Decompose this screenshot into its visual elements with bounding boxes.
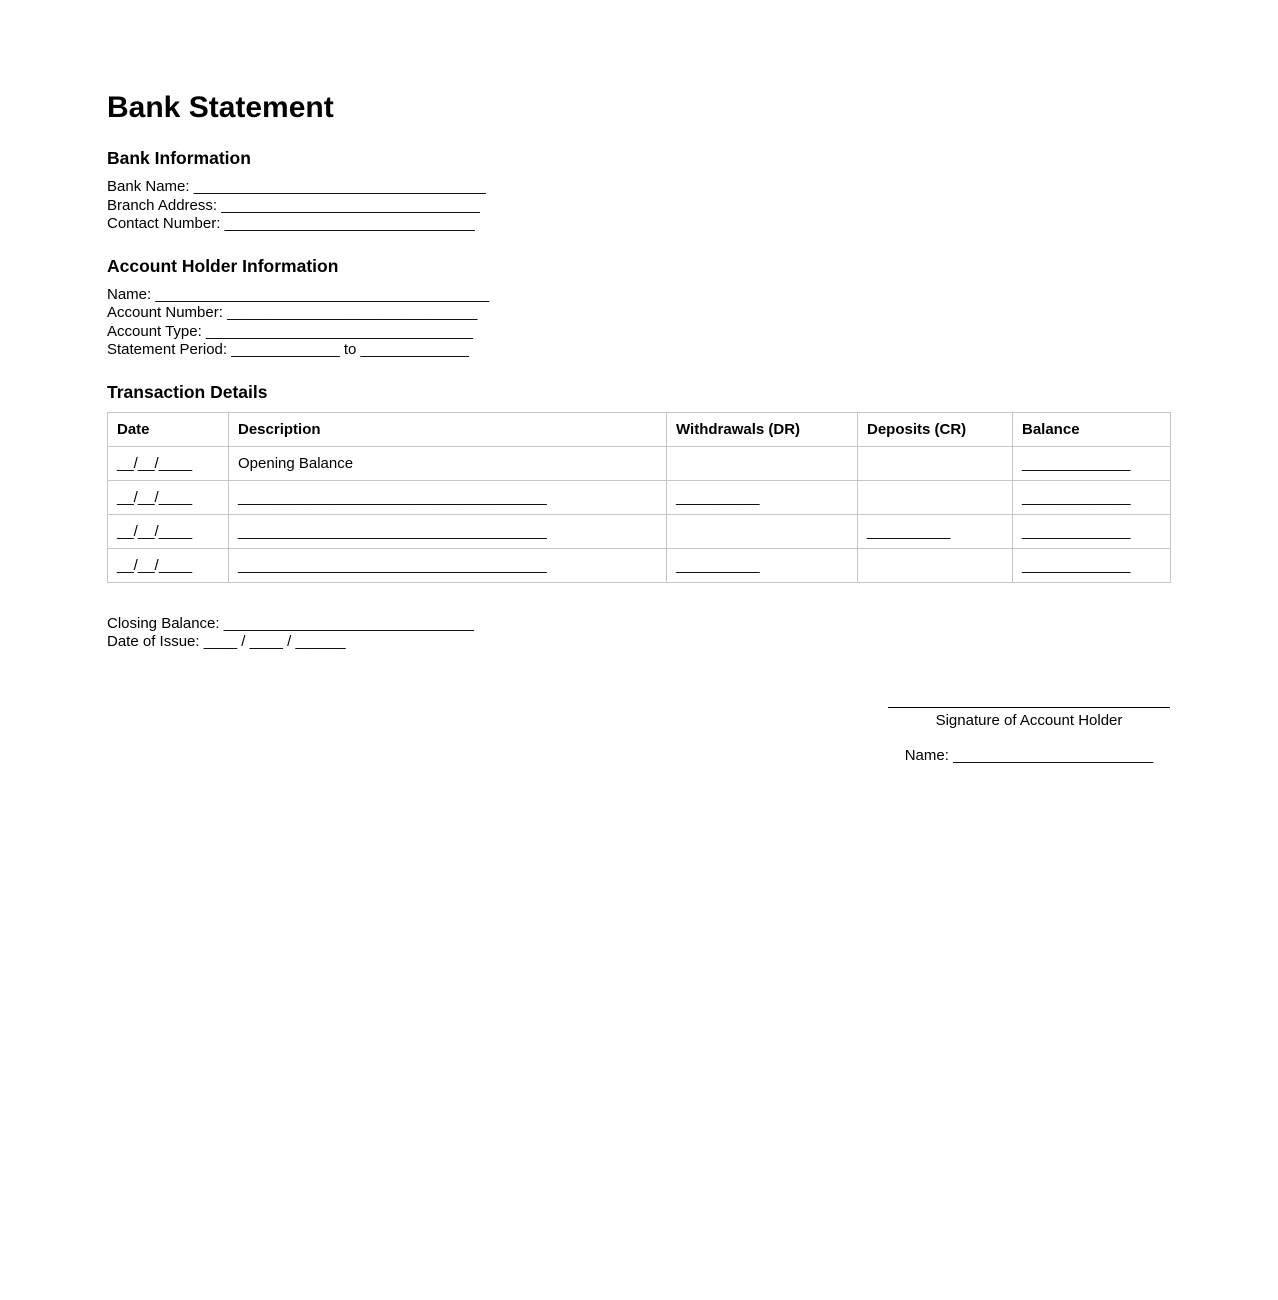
statement-period-field: [107, 341, 1170, 360]
cell-description: _____________________________________: [229, 548, 667, 582]
table-row: [108, 548, 1171, 582]
account-number-field: [107, 304, 1170, 323]
holder-name-blank: ________________________________________: [155, 285, 490, 303]
account-type-blank: ________________________________: [205, 322, 473, 340]
statement-period-label: Statement Period:: [107, 341, 228, 358]
closing-balance-field: [107, 615, 1170, 634]
transaction-rows: [108, 446, 1171, 582]
closing-balance-blank: ______________________________: [223, 614, 475, 632]
column-header-description: Description: [229, 412, 667, 446]
date-of-issue-label: Date of Issue:: [107, 633, 200, 650]
column-header-withdrawals: Withdrawals (DR): [667, 412, 858, 446]
signature-name-label: Name:: [904, 746, 949, 764]
account-holder-heading: Account Holder Information: [107, 255, 339, 276]
cell-withdrawals: __________: [667, 548, 858, 582]
cell-balance: _____________: [1013, 514, 1171, 548]
bank-information-section: [107, 148, 1170, 234]
cell-withdrawals: [667, 446, 858, 480]
transactions-table: [107, 412, 1171, 583]
signature-block: [888, 707, 1170, 764]
cell-balance: _____________: [1013, 480, 1171, 514]
cell-description: Opening Balance: [229, 446, 667, 480]
holder-name-label: Name:: [107, 285, 152, 303]
account-number-blank: ______________________________: [227, 304, 478, 321]
cell-balance: _____________: [1013, 548, 1171, 582]
account-number-label: Account Number:: [107, 304, 223, 321]
statement-period-to-blank: _____________: [360, 341, 470, 358]
date-of-issue-field: [107, 633, 1170, 652]
cell-date: __/__/____: [108, 548, 229, 582]
cell-deposits: [858, 548, 1013, 582]
column-header-deposits: Deposits (CR): [858, 412, 1013, 446]
column-header-date: Date: [108, 412, 229, 446]
contact-number-field: [107, 215, 1170, 234]
page-title: Bank Statement: [107, 91, 334, 124]
branch-address-label: Branch Address:: [107, 196, 218, 214]
transaction-details-section: [107, 382, 1170, 583]
statement-period-from-blank: _____________: [231, 341, 340, 358]
date-of-issue-blank: ____ / ____ / ______: [203, 633, 346, 650]
table-row: [108, 446, 1171, 480]
bank-name-field: [107, 178, 1170, 197]
cell-date: __/__/____: [108, 514, 229, 548]
cell-date: __/__/____: [108, 480, 229, 514]
cell-deposits: [858, 480, 1013, 514]
statement-period-to-word: to: [343, 341, 357, 358]
signature-name-blank: ________________________: [953, 746, 1154, 764]
branch-address-field: [107, 197, 1170, 216]
cell-description: _____________________________________: [229, 480, 667, 514]
table-header-row: [108, 412, 1171, 446]
cell-deposits: [858, 446, 1013, 480]
cell-date: __/__/____: [108, 446, 229, 480]
summary-section: [107, 615, 1170, 652]
closing-balance-label: Closing Balance:: [107, 614, 220, 632]
cell-withdrawals: __________: [667, 480, 858, 514]
cell-withdrawals: [667, 514, 858, 548]
account-holder-section: [107, 256, 1170, 360]
signature-line: [888, 707, 1170, 708]
contact-number-label: Contact Number:: [107, 215, 221, 232]
bank-name-blank: ___________________________________: [193, 178, 486, 195]
account-type-field: [107, 323, 1170, 342]
cell-balance: _____________: [1013, 446, 1171, 480]
account-type-label: Account Type:: [107, 322, 202, 340]
bank-information-heading: Bank Information: [107, 148, 251, 168]
column-header-balance: Balance: [1013, 412, 1171, 446]
signature-name-field: [888, 747, 1170, 764]
contact-number-blank: ______________________________: [224, 215, 475, 232]
table-row: [108, 514, 1171, 548]
transaction-details-heading: Transaction Details: [107, 381, 268, 402]
cell-deposits: __________: [858, 514, 1013, 548]
bank-name-label: Bank Name:: [107, 178, 190, 195]
table-row: [108, 480, 1171, 514]
holder-name-field: [107, 286, 1170, 305]
cell-description: _____________________________________: [229, 514, 667, 548]
branch-address-blank: _______________________________: [221, 196, 480, 214]
signature-caption: Signature of Account Holder: [935, 711, 1123, 729]
